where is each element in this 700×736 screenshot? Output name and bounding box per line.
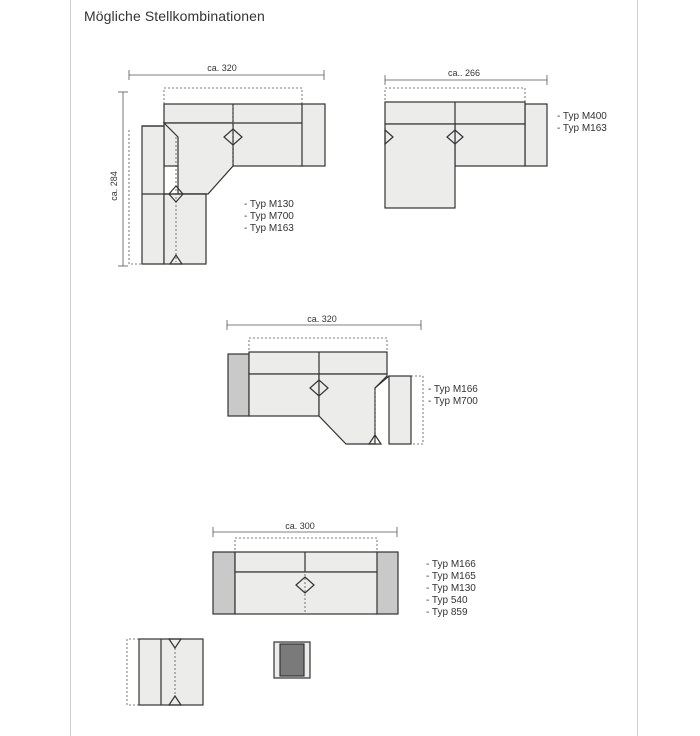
recline-outline: [164, 88, 302, 104]
recline-outline-side: [129, 130, 142, 264]
type-label: - Typ M400: [557, 111, 607, 122]
pouf-top: [280, 644, 304, 676]
dimension-label-width: ca. 300: [285, 521, 315, 531]
type-label: - Typ M163: [244, 223, 294, 234]
config-4-straight-sofa: [213, 521, 476, 618]
armrest-left: [213, 552, 235, 614]
backrest: [235, 552, 377, 572]
backrest: [249, 352, 387, 374]
backrest-left: [142, 126, 164, 264]
type-label: - Typ 859: [426, 607, 468, 618]
seat-left: [164, 194, 206, 264]
corner-element: [319, 374, 387, 444]
page-title: Mögliche Stellkombinationen: [84, 8, 265, 24]
type-label: - Typ M163: [557, 123, 607, 134]
side-module: [139, 639, 203, 705]
type-label: - Typ M700: [428, 396, 478, 407]
recline-outline: [249, 338, 387, 352]
recline-outline: [127, 639, 139, 705]
dimension-label-width: ca.. 266: [447, 68, 481, 78]
seat: [249, 374, 319, 416]
type-label: - Typ M165: [426, 571, 476, 582]
backrest-right: [389, 376, 411, 444]
dimension-label-width: ca. 320: [207, 63, 237, 73]
type-label: - Typ 540: [426, 595, 468, 606]
armrest-right: [376, 552, 398, 614]
recline-outline-side: [411, 376, 423, 444]
config-3-sofa-corner: [227, 314, 478, 444]
chaise-lounge: [385, 124, 455, 208]
dimension-label-width: ca. 320: [307, 314, 337, 324]
recline-outline: [385, 88, 525, 102]
dimension-label-height: ca. 284: [109, 171, 119, 201]
type-label: - Typ M130: [426, 583, 476, 594]
config-2-chaise-sofa: [385, 68, 607, 208]
seat: [455, 124, 525, 166]
type-label: - Typ M166: [426, 559, 476, 570]
type-label: - Typ M166: [428, 384, 478, 395]
type-label: - Typ M700: [244, 211, 294, 222]
armrest-left: [228, 354, 249, 416]
single-elements: [127, 639, 310, 705]
end-piece: [525, 104, 547, 166]
end-piece: [301, 104, 325, 166]
config-1-corner-sofa: [109, 63, 325, 266]
type-label: - Typ M130: [244, 199, 294, 210]
recline-outline: [235, 538, 377, 552]
